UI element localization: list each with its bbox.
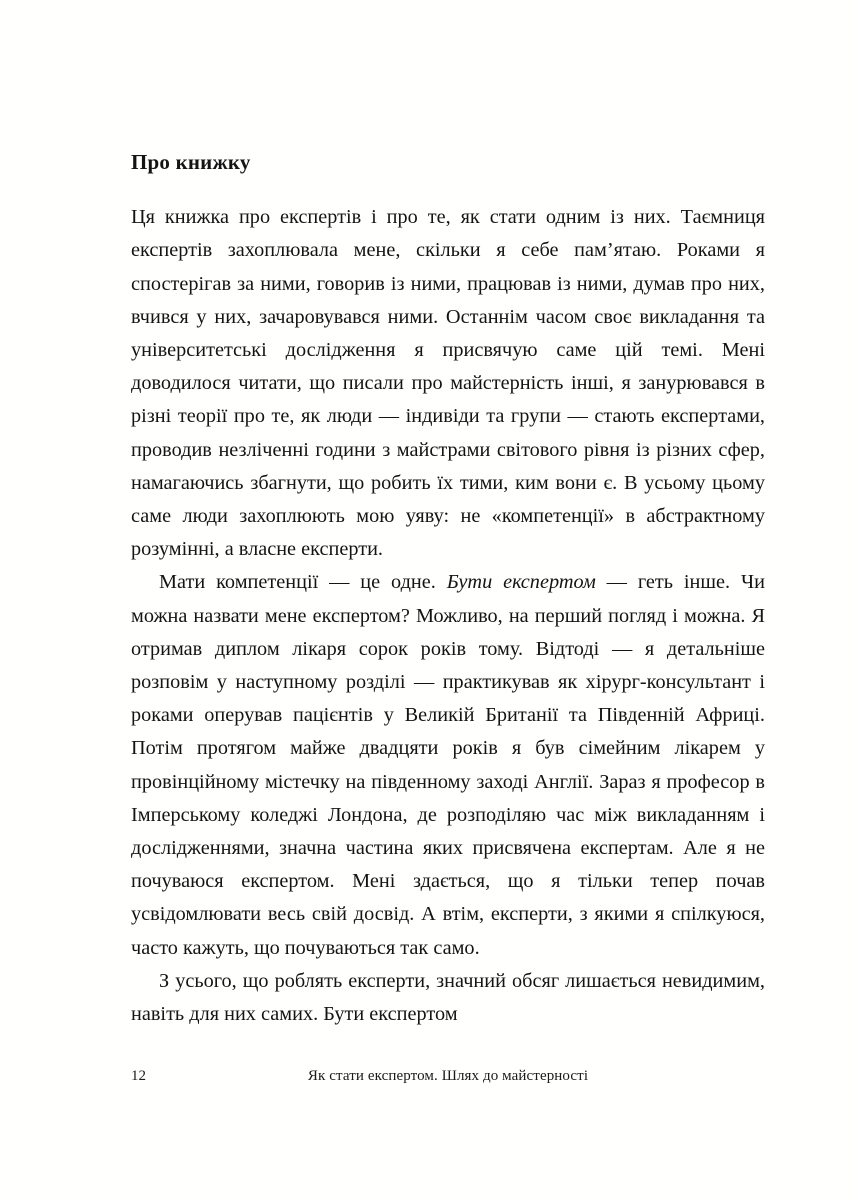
page-footer (131, 1068, 765, 1092)
page-text-block (131, 150, 765, 1031)
running-title: Як стати експертом. Шлях до майстерності (307, 1068, 589, 1084)
page-number: 12 (131, 1068, 146, 1084)
paragraph-2: Мати компетенції — це одне. Бути експертом — геть інше. Чи можна назвати мене експертом? Можливо, на перший погляд і можна. Я отримав диплом лікаря сорок років тому. Відтоді — я детальніше розповім у наступному розділі — практикував як хірург-консультант і роками оперував пацієнтів у Великій Британії та Південній Африці. Потім протягом майже двадцяти років я був сімейним лікарем у провінційному містечку на південному заході Англії. Зараз я професор в Імперському коледжі Лондона, де розподіляю час між викладанням і дослідженнями, значна частина яких присвячена експертам. Але я не почуваюся експертом. Мені здається, що я тільки тепер почав усвідомлювати весь свій досвід. А втім, експерти, з якими я спілкуюся, часто кажуть, що почуваються так само. (131, 571, 765, 959)
emphasized-phrase: Бути експертом (446, 571, 596, 594)
paragraph-3: З усього, що роблять експерти, значний обсяг лишається невидимим, навіть для них самих. Бути експертом (131, 969, 765, 1026)
page-title: Про книжку (131, 150, 251, 174)
paragraph-1: Ця книжка про експертів і про те, як стати одним із них. Таємниця експертів захоплювала мене, скільки я себе пам’ятаю. Роками я спостерігав за ними, говорив із ними, працював із ними, думав про них, вчився у них, зачаровувався ними. Останнім часом своє викладання та університетські дослідження я присвячую саме цій темі. Мені доводилося читати, що писали про майстерність інші, я занурювався в різні теорії про те, як люди — індивіди та групи — стають експертами, проводив незліченні години з майстрами світового рівня із різних сфер, намагаючись збагнути, що робить їх тими, ким вони є. В усьому цьому саме люди захоплюють мою уяву: не «компетенції» в абстрактному розумінні, а власне експерти. (131, 206, 765, 561)
